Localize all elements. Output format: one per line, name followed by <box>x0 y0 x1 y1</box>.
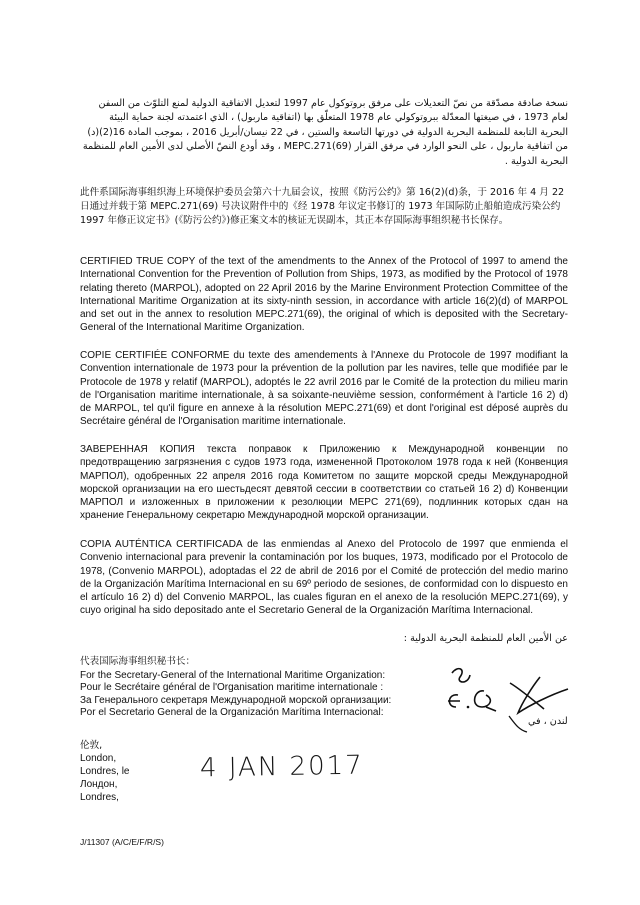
french-signature-label: Pour le Secrétaire général de l'Organisation maritime internationale : <box>80 682 384 693</box>
spanish-certification-text: COPIA AUTÉNTICA CERTIFICADA de las enmiendas al Anexo del Protocolo de 1997 que enmienda el Convenio internacional para prevenir la contaminación por los buques, 1973, modificado por el Protocolo de 1978, (Convenio MARPOL), adoptadas el 22 de abril de 2016 por el Comité de protección del medio marino de la Organización Marítima Internacional en su 69º periodo de sesiones, de conformidad con lo dispuesto en el artículo 16 2) d) del Convenio MARPOL, las cuales figuran en el anexo de la resolución MEPC.271(69), y cuyo original ha sido depositado ante el Secretario General de la Organización Marítima Internacional. <box>80 539 568 617</box>
place-russian: Лондон, <box>80 779 118 790</box>
english-certification <box>80 255 568 335</box>
french-certification-text: COPIE CERTIFIÉE CONFORME du texte des amendements à l'Annexe du Protocole de 1997 modifiant la Convention internationale de 1973 pour la prévention de la pollution par les navires, telle que modifiée par le Protocole de 1978 y relatif (MARPOL), adoptés le 22 avril 2016 par le Comité de la protection du milieu marin de l'Organisation maritime internationale, à sa soixante-neuvième session, conformément à l'article 16 2) d) de MARPOL, tel qu'il figure en annexe à la résolution MEPC.271(69) et dont l'original est déposé auprès du Secrétaire général de l'Organisation maritime internationale. <box>80 350 568 428</box>
arabic-place-label: لندن ، في <box>528 716 568 727</box>
spanish-certification <box>80 538 568 618</box>
arabic-signature-label-text: عن الأمين العام للمنظمة البحرية الدولية : <box>403 633 568 644</box>
document-reference: J/11307 (A/C/E/F/R/S) <box>80 837 164 847</box>
place-spanish: Londres, <box>80 792 119 803</box>
place-french: Londres, le <box>80 766 130 777</box>
place-english: London, <box>80 753 117 764</box>
english-certification-text: CERTIFIED TRUE COPY of the text of the amendments to the Annex of the Protocol of 1997 to amend the International Convention for the Prevention of Pollution from Ships, 1973, as modified by the Protocol of 1978 relating thereto (MARPOL), adopted on 22 April 2016 by the Marine Environment Protection Committee of the International Maritime Organization at its sixty-ninth session, in accordance with article 16(2)(d) of MARPOL and set out in the annex to resolution MEPC.271(69), the original of which is deposited with the Secretary-General of the International Maritime Organization. <box>80 256 568 334</box>
chinese-certification <box>80 186 568 229</box>
english-signature-label: For the Secretary-General of the International Maritime Organization: <box>80 670 386 681</box>
chinese-signature-label: 代表国际海事组织秘书长： <box>80 656 196 667</box>
russian-signature-label: За Генерального секретаря Международной морской организации: <box>80 695 392 706</box>
arabic-certification-text: نسخة صادقة مصدّقة من نصّ التعديلات على مرفق بروتوكول عام 1997 لتعديل الاتفاقية الدولية لمنع التلوّث من السفن لعام 1973 ، في صيغتها المعدّلة ببروتوكولي عام 1978 المتعلّق بها (اتفاقية ماربول) ، الذي اعتمدته لجنة حماية البيئة البحرية التابعة للمنظمة البحرية الدولية في دورتها التاسعة والستين ، في 22 نيسان/أبريل 2016 ، بموجب المادة 16(2)(د) من اتفاقية ماربول ، على النحو الوارد في مرفق القرار MEPC.271(69) ، وقد أودع النصّ الأصلي لدى الأمين العام للمنظمة البحرية الدولية . <box>82 98 568 167</box>
spanish-signature-label: Por el Secretario General de la Organización Marítima Internacional: <box>80 707 384 718</box>
chinese-certification-text: 此件系国际海事组织海上环境保护委员会第六十九届会议，按照《防污公约》第 16(2)(d)条，于 2016 年 4 月 22 日通过并载于第 MEPC.271(69) 号决议附件中的《经 1978 年议定书修订的 1973 年国际防止船舶造成污染公约 1997 年修正议定书》(《防污公约》)修正案文本的核证无误副本，其正本存国际海事组织秘书长保存。 <box>80 187 565 227</box>
arabic-place-underline <box>505 712 575 736</box>
russian-certification-text: ЗАВЕРЕННАЯ КОПИЯ текста поправок к Приложению к Международной конвенции по предотвращению загрязнения с судов 1973 года, измененной Протоколом 1978 года к ней (Конвенция МАРПОЛ), одобренных 22 апреля 2016 года Комитетом по защите морской среды Международной морской организации на его шестьдесят девятой сессии в соответствии со статьей 16 2) d) Конвенции МАРПОЛ и изложенных в приложении к резолюции MEPC 271(69), подлинник которых сдан на хранение Генеральному секретарю Международной морской организации. <box>80 444 568 522</box>
arabic-signature-label <box>80 632 568 646</box>
russian-certification <box>80 443 568 523</box>
place-chinese: 伦敦, <box>80 740 103 751</box>
handwritten-date: 4 JAN 2017 <box>199 750 364 784</box>
french-certification <box>80 349 568 429</box>
arabic-certification <box>80 97 568 169</box>
